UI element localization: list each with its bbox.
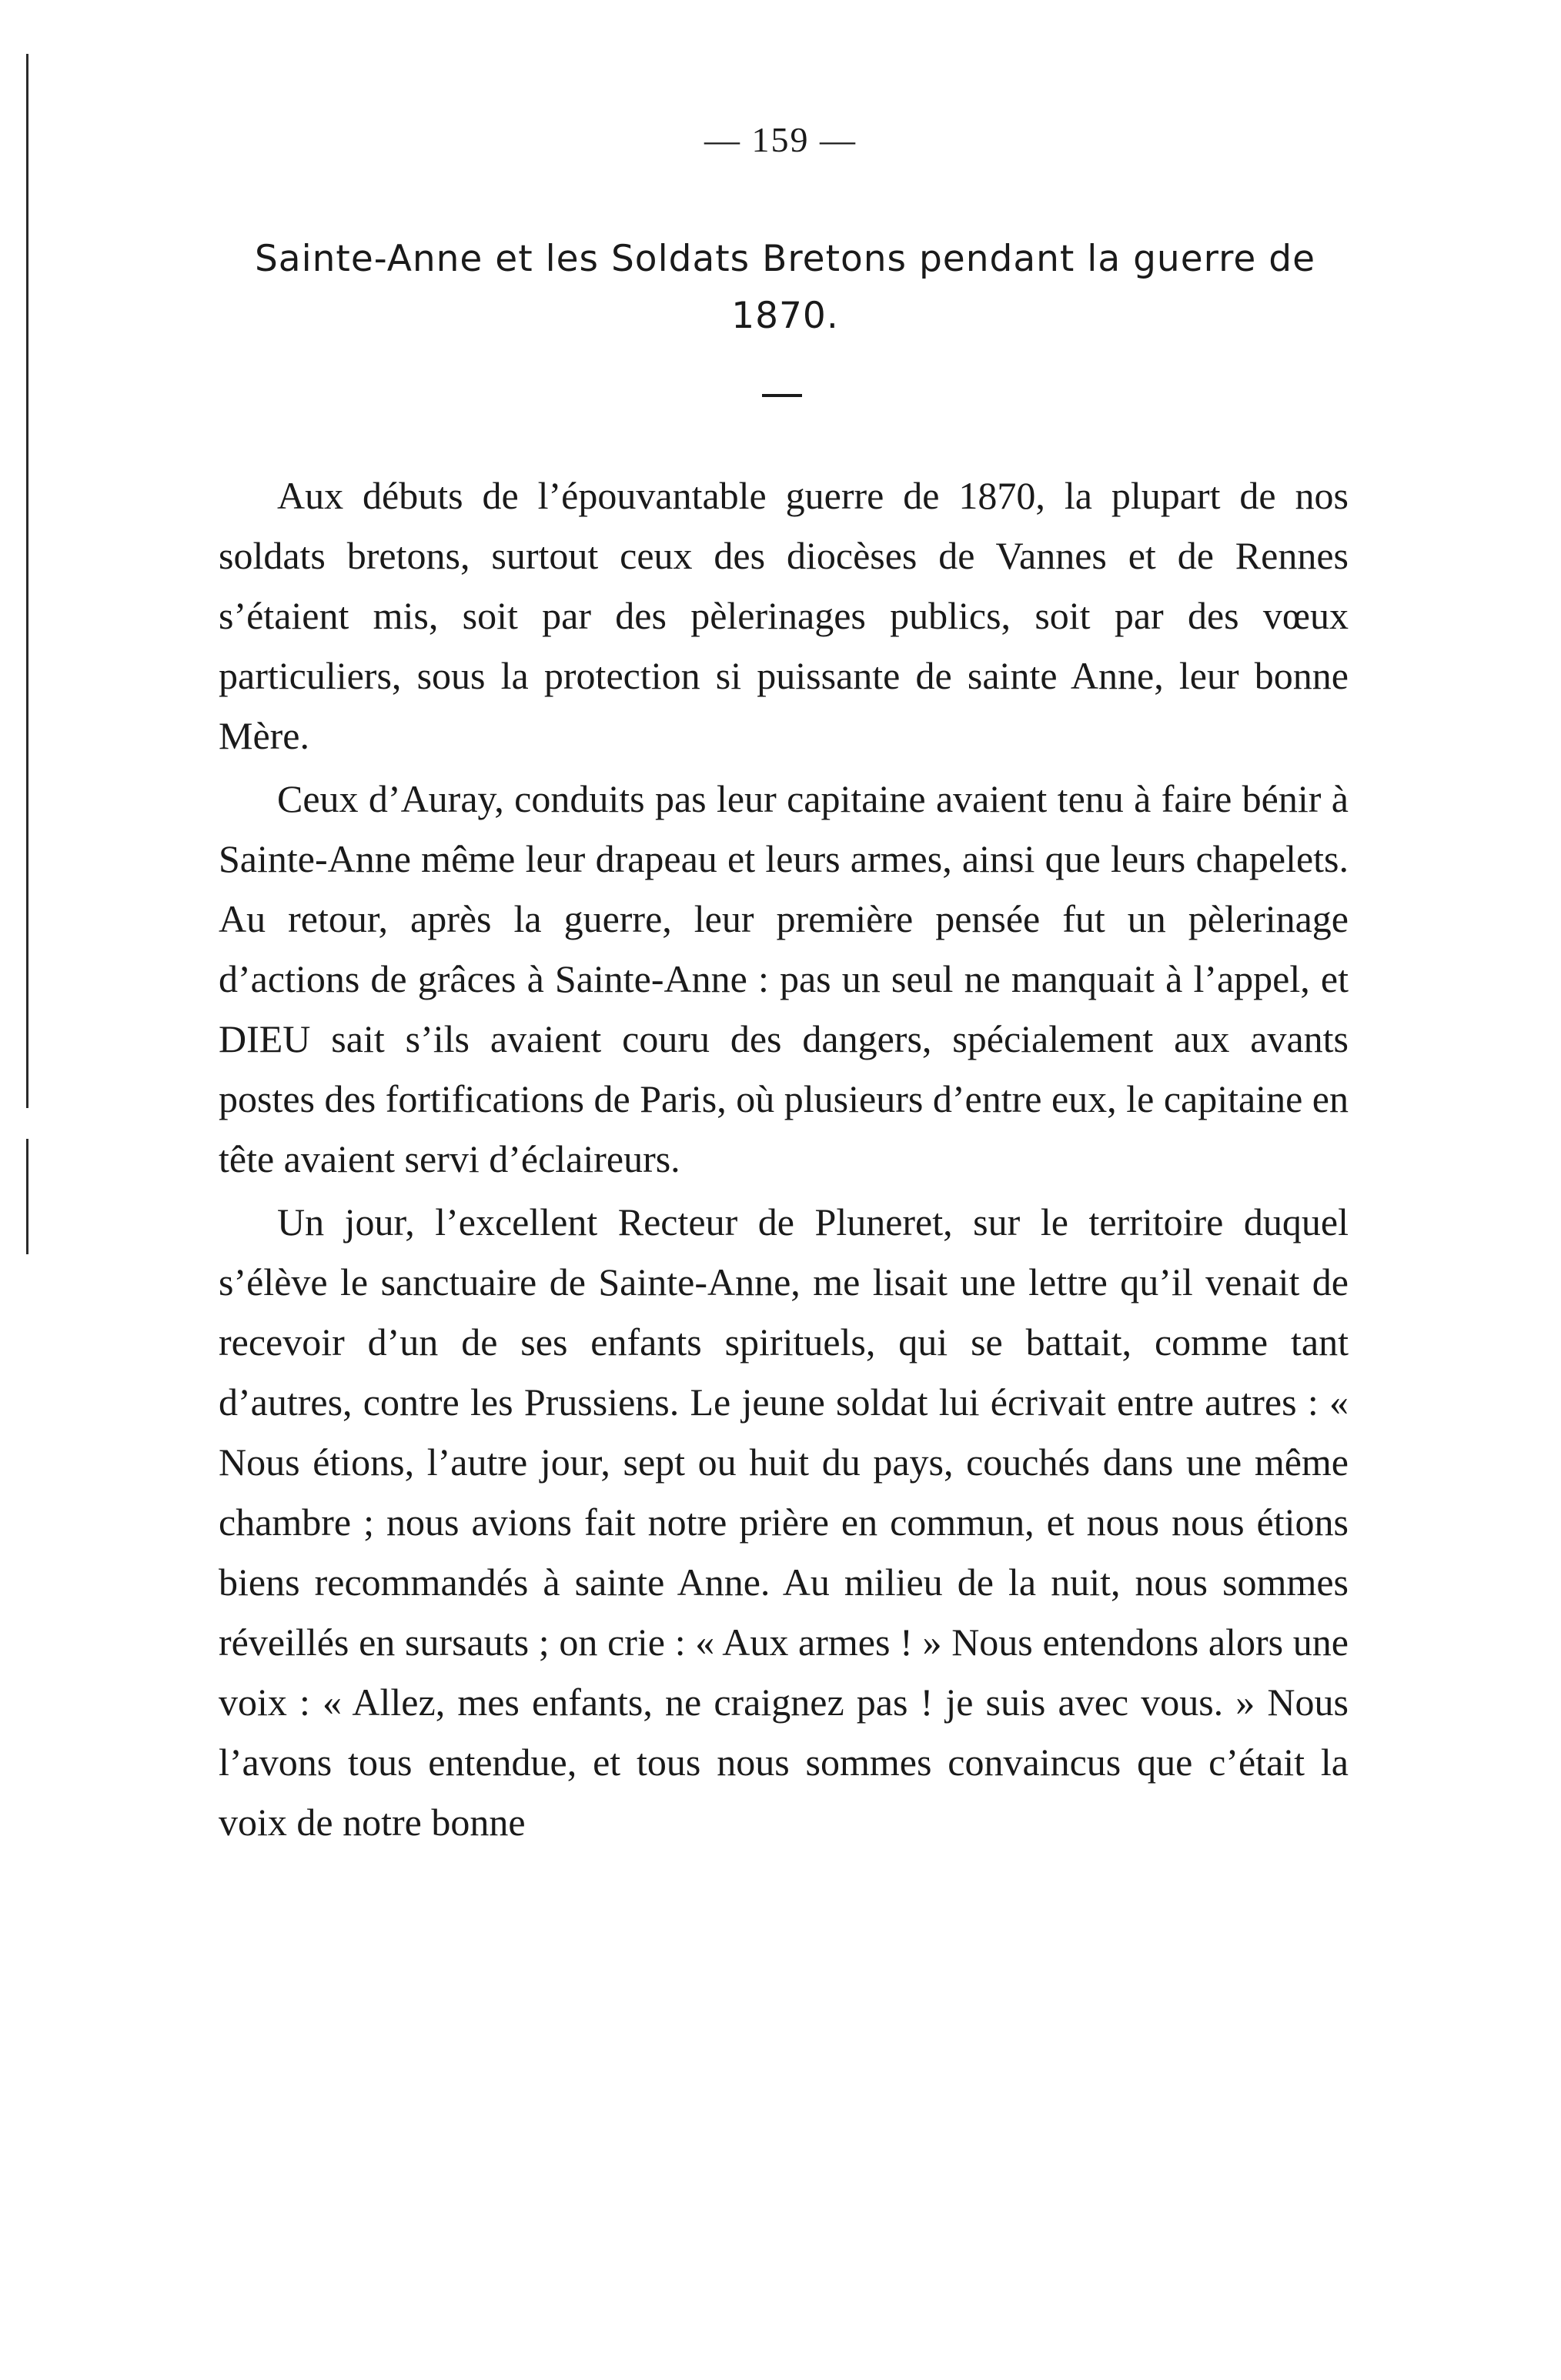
paragraph-3: Un jour, l’excellent Recteur de Pluneret, sur le territoire duquel s’élève le sanctuaire de Sainte-Anne, me lisait une lettre qu’il venait de recevoir d’un de ses enfants spirituels, qui se battait, comme tant d’autres, contre les Prussiens. Le jeune soldat lui écrivait entre autres : « Nous étions, l’autre jour, sept ou huit du pays, couchés dans une même chambre ; nous avions fait notre prière en commun, et nous nous étions biens recommandés à sainte Anne. Au milieu de la nuit, nous sommes réveillés en sursauts ; on crie : « Aux armes ! » Nous entendons alors une voix : « Allez, mes enfants, ne craignez pas ! je suis avec vous. » Nous l’avons tous entendue, et tous nous sommes convaincus que c’était la voix de notre bonne (219, 1200, 1349, 1844)
paragraph-1: Aux débuts de l’épouvantable guerre de 1870, la plupart de nos soldats bretons, surtout ceux des diocèses de Vannes et de Rennes s’étaient mis, soit par des pèlerinages publics, soit par des vœux particuliers, sous la protection si puissante de sainte Anne, leur bonne Mère. (219, 474, 1349, 757)
title-rule (762, 394, 802, 397)
margin-rule-upper (26, 54, 28, 1108)
page-number: — 159 — (704, 120, 857, 159)
chapter-title: Sainte-Anne et les Soldats Bretons pendant la guerre de 1870. (254, 238, 1316, 337)
margin-rule-lower (26, 1139, 28, 1254)
paragraph-2: Ceux d’Auray, conduits pas leur capitaine avaient tenu à faire bénir à Sainte-Anne même leur drapeau et leurs armes, ainsi que leurs chapelets. Au retour, après la guerre, leur première pensée fut un pèlerinage d’actions de grâces à Sainte-Anne : pas un seul ne manquait à l’appel, et DIEU sait s’ils avaient couru des dangers, spécialement aux avants postes des fortifications de Paris, où plusieurs d’entre eux, le capitaine en tête avaient servi d’éclaireurs. (219, 777, 1349, 1180)
body-text (219, 466, 1349, 1852)
